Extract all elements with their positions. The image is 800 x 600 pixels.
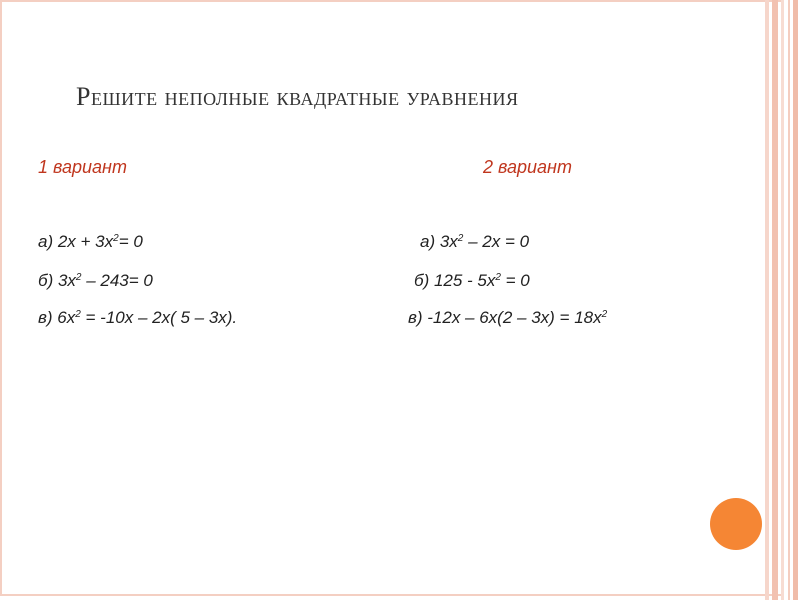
equation-text: а) 2х + 3х [38,232,114,251]
decorative-orange-circle [710,498,762,550]
equation-text: в) -12х – 6х(2 – 3х) = 18х [408,308,602,327]
equation-text: = 0 [500,271,530,290]
equation-text: а) 3х [420,232,458,251]
exponent: 2 [601,309,608,320]
equation-text: – 2х = 0 [463,232,530,251]
decorative-stripe [765,0,769,600]
variant-2-heading: 2 вариант [483,157,572,177]
equation-text: = 0 [118,232,143,251]
exponent: 2 [75,309,81,320]
equation-v2-c [408,309,607,326]
decorative-stripe [772,0,778,600]
exponent: 2 [457,233,464,244]
equation-v1-a [38,233,143,250]
decorative-stripe [781,0,784,600]
equation-text: в) 6х [38,308,76,327]
decorative-stripe [793,0,798,600]
equation-v1-c [38,309,237,326]
exponent: 2 [495,272,501,283]
equation-text: б) 125 - 5х [414,271,496,290]
variant-1-heading: 1 вариант [38,157,127,177]
decorative-stripe [788,0,790,600]
exponent: 2 [113,233,119,244]
exponent: 2 [75,272,82,283]
equation-v2-b [414,272,530,289]
slide-title: Решите неполные квадратные уравнения [76,82,519,111]
equation-text: = -10х – 2х( 5 – 3х). [80,308,238,327]
equation-v2-a [420,233,529,250]
equation-text: – 243= 0 [81,271,153,290]
equation-v1-b [38,272,153,289]
equation-text: б) 3х [38,271,76,290]
